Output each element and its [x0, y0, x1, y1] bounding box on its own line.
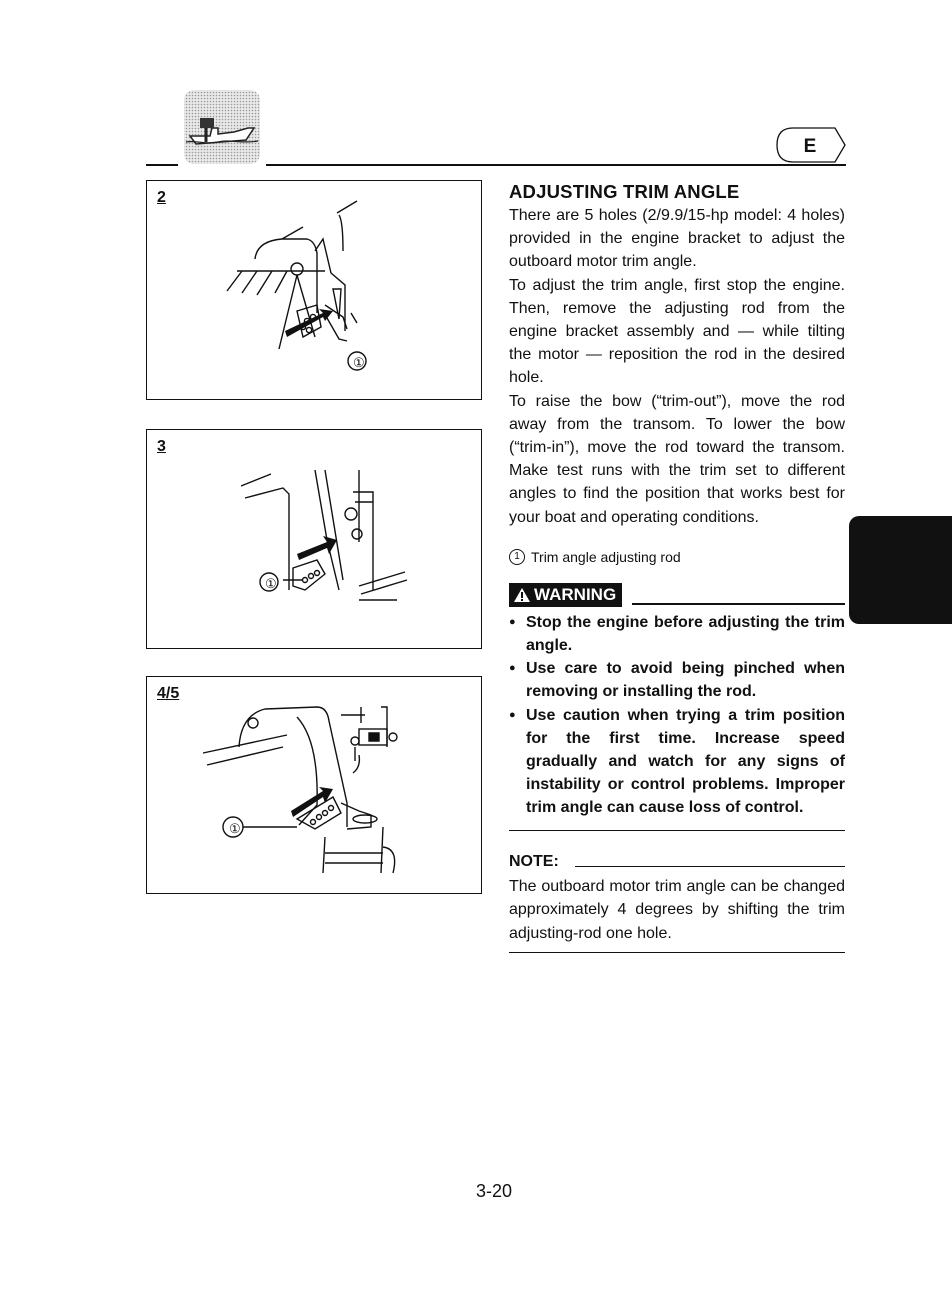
figure-panel-45 — [146, 676, 482, 894]
note-text: The outboard motor trim angle can be changed approximately 4 degrees by shifting the trim adjusting-rod one hole. — [509, 878, 845, 942]
figure-45-drawing — [147, 677, 483, 895]
note-end-rule — [509, 952, 845, 954]
outboard-boat-icon — [182, 88, 262, 166]
figure-label: 4/5 — [157, 685, 180, 702]
warning-heading — [509, 583, 845, 607]
figure-callout-1: ① — [353, 355, 365, 370]
language-badge — [773, 126, 847, 164]
chapter-side-tab — [849, 516, 952, 624]
figure-callout-1: ① — [265, 576, 277, 591]
warning-end-rule — [509, 830, 845, 832]
note-heading — [509, 853, 845, 871]
warning-label-text: WARNING — [534, 584, 617, 604]
figure-2-drawing — [147, 181, 483, 401]
header-rule-right — [266, 164, 846, 166]
warning-item: ● Use caution when trying a trim position for the first time. Increase speed gradually and watch for any signs of instability or control problems. Improper trim angle can cause loss of control. — [509, 704, 845, 820]
figure-label: 2 — [157, 189, 166, 206]
figure-label: 3 — [157, 438, 166, 455]
warning-item: ● Use care to avoid being pinched when removing or installing the rod. — [509, 657, 845, 703]
note-rule — [575, 866, 845, 868]
callout-number: 1 — [509, 549, 525, 565]
warning-rule — [632, 603, 845, 605]
warning-item: ● Stop the engine before adjusting the trim angle. — [509, 611, 845, 657]
language-badge-text: E — [803, 136, 817, 157]
paragraph-trim-direction: To raise the bow (“trim-out”), move the rod away from the transom. To lower the bow (“trim-in”), move the rod toward the transom. Make test runs with the trim set to different angles to find the position that works best for your boat and operating conditions. — [509, 392, 845, 526]
content-column — [509, 180, 845, 953]
warning-triangle-icon — [513, 587, 531, 603]
figure-3-drawing — [147, 430, 483, 650]
callout-legend — [509, 549, 845, 565]
warning-label — [509, 583, 622, 607]
figure-panel-3 — [146, 429, 482, 649]
note-label: NOTE: — [509, 853, 559, 871]
figure-panel-2 — [146, 180, 482, 400]
page-number: 3-20 — [476, 1181, 513, 1201]
section-title: ADJUSTING TRIM ANGLE — [509, 181, 740, 202]
header-rule-left — [146, 164, 178, 166]
paragraph-holes: There are 5 holes (2/9.9/15-hp model: 4 holes) provided in the engine bracket to adjust the outboard motor trim angle. — [509, 207, 845, 271]
figure-callout-1: ① — [229, 821, 241, 836]
callout-text: Trim angle adjusting rod — [531, 548, 681, 565]
warning-list — [509, 611, 845, 820]
paragraph-adjust: To adjust the trim angle, first stop the engine. Then, remove the adjusting rod from the engine bracket assembly and — while tilting the motor — reposition the rod in the desired hole. — [509, 276, 845, 387]
